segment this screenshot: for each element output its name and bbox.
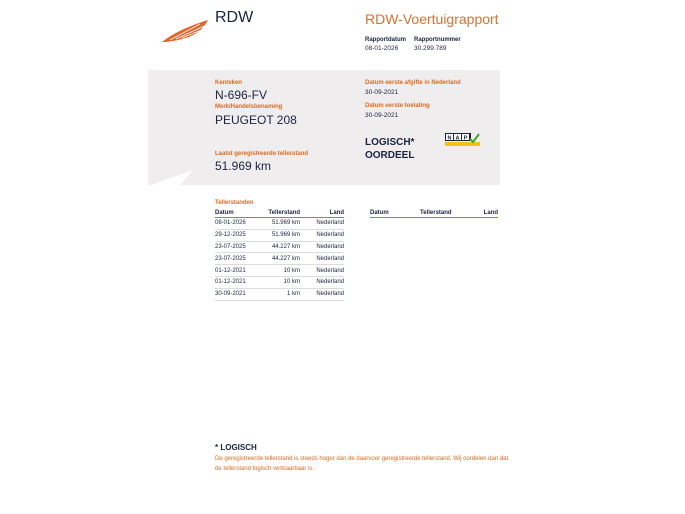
row-date: 01-12-2021 xyxy=(215,276,260,288)
table-row xyxy=(215,229,344,241)
row-date: 08-01-2026 xyxy=(215,218,260,230)
row-country: Nederland xyxy=(300,276,344,288)
first-admission-label: Datum eerste toelating xyxy=(365,103,430,109)
col-reading: Tellerstand xyxy=(260,209,300,218)
plate-value: N-696-FV xyxy=(215,88,268,102)
report-title: RDW-Voertuigrapport xyxy=(365,11,499,27)
row-reading: 44.227 km xyxy=(260,253,300,265)
row-reading: 51.969 km xyxy=(260,218,300,230)
make-label: Merk/Handelsbenaming xyxy=(215,104,283,110)
row-country: Nederland xyxy=(300,229,344,241)
svg-text:N: N xyxy=(447,135,452,142)
table-row xyxy=(215,288,344,300)
report-date: 08-01-2026 xyxy=(365,45,399,52)
report-number: 30.299.789 xyxy=(414,45,447,52)
readings-table-2 xyxy=(370,209,498,218)
readings-title: Tellerstanden xyxy=(215,200,254,206)
rdw-logo xyxy=(160,18,210,44)
row-country: Nederland xyxy=(300,241,344,253)
plate-label: Kenteken xyxy=(215,80,243,86)
report-date-label: Rapportdatum xyxy=(365,37,406,43)
odometer-label: Laatst geregistreerde tellerstand xyxy=(215,151,309,157)
nap-logo-icon xyxy=(445,133,480,146)
row-reading: 44.227 km xyxy=(260,241,300,253)
row-reading: 10 km xyxy=(260,276,300,288)
make-value: PEUGEOT 208 xyxy=(215,113,297,127)
table-row xyxy=(215,253,344,265)
brand-name: RDW xyxy=(215,9,254,26)
row-date: 23-07-2025 xyxy=(215,241,260,253)
readings-table xyxy=(215,209,344,301)
row-country: Nederland xyxy=(300,253,344,265)
odometer-value: 51.969 km xyxy=(215,159,272,173)
col-country: Land xyxy=(300,209,344,218)
row-reading: 10 km xyxy=(260,265,300,277)
table-row xyxy=(215,241,344,253)
svg-text:P: P xyxy=(463,135,468,142)
first-admission-value: 30-09-2021 xyxy=(365,112,399,119)
row-country: Nederland xyxy=(300,218,344,230)
row-country: Nederland xyxy=(300,265,344,277)
row-date: 23-07-2025 xyxy=(215,253,260,265)
footnote-text: De geregistreerde tellerstand is steeds hoger dan de daarvoor geregistreerde tellerstand. Wij oordelen dan dat de tellerstand logisch verklaarbaar is. xyxy=(215,456,509,472)
col-date: Datum xyxy=(215,209,260,218)
col-date: Datum xyxy=(370,209,420,218)
table-header-row xyxy=(215,209,344,218)
table-row xyxy=(215,276,344,288)
table-row xyxy=(215,218,344,230)
row-date: 01-12-2021 xyxy=(215,265,260,277)
table-header-row xyxy=(370,209,498,218)
first-admission-nl-label: Datum eerste afgifte in Nederland xyxy=(365,80,461,86)
first-admission-nl-value: 30-09-2021 xyxy=(365,89,399,96)
verdict xyxy=(365,136,414,162)
row-date: 29-12-2025 xyxy=(215,229,260,241)
row-reading: 51.969 km xyxy=(260,229,300,241)
row-reading: 1 km xyxy=(260,288,300,300)
svg-text:A: A xyxy=(455,135,460,142)
table-row xyxy=(215,265,344,277)
row-country: Nederland xyxy=(300,288,344,300)
vehicle-panel xyxy=(148,70,500,185)
footnote-title: * LOGISCH xyxy=(215,443,257,452)
row-date: 30-09-2021 xyxy=(215,288,260,300)
col-reading: Tellerstand xyxy=(420,209,470,218)
report-number-label: Rapportnummer xyxy=(414,37,461,43)
verdict-line1: LOGISCH* xyxy=(365,137,415,148)
col-country: Land xyxy=(470,209,498,218)
verdict-line2: OORDEEL xyxy=(365,150,415,161)
